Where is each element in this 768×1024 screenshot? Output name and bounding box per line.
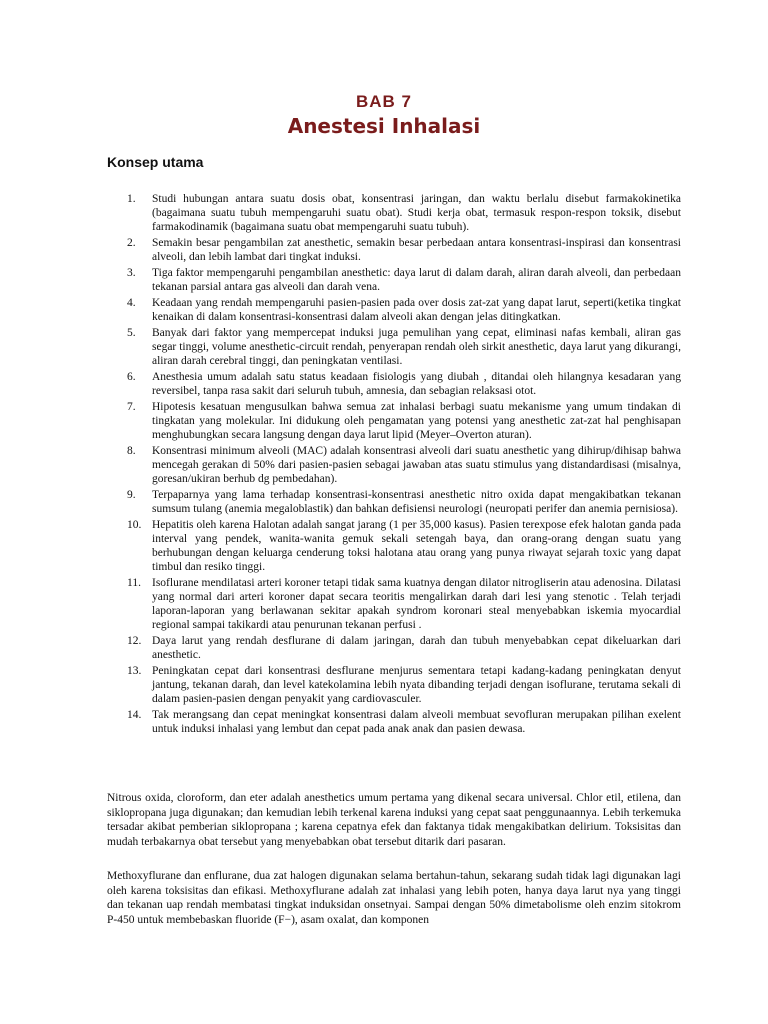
list-item-number: 14.: [127, 709, 142, 721]
list-item-text: Peningkatan cepat dari konsentrasi desflurane menjurus sementara tetapi kadang-kadang peningkatan denyut jantung, tekanan darah, dan level katekolamina lebih nyata dibanding terjadi dengan isoflurane, terutama sekali di dalam pasien-pasien dengan penyakit yang cardiovasculer.: [152, 665, 681, 705]
chapter-title: Anestesi Inhalasi: [287, 114, 481, 138]
list-item: [107, 444, 681, 486]
list-item-number: 7.: [127, 401, 136, 413]
list-item: [107, 236, 681, 264]
list-item-text: Daya larut yang rendah desflurane di dalam jaringan, darah dan tubuh menyebabkan cepat dikeluarkan dari anesthetic.: [152, 635, 681, 661]
list-item-text: Isoflurane mendilatasi arteri koroner tetapi tidak sama kuatnya dengan dilator nitrogliserin atau adenosina. Dilatasi yang normal dari arteri koroner dapat secara teoritis mengalirkan darah dari lesi yang stenotic . Telah terjadi laporan-laporan yang berlawanan sekitar apakah syndrom koronari steal menyebabkan iskemia myocardial regional sampai takikardi atau penurunan tekanan perfusi .: [152, 577, 681, 631]
list-item-number: 8.: [127, 445, 136, 457]
list-item: [107, 576, 681, 632]
section-heading: Konsep utama: [107, 154, 204, 170]
list-item: [107, 488, 681, 516]
list-item-number: 12.: [127, 635, 142, 647]
list-item: [107, 708, 681, 736]
body-paragraph: Nitrous oxida, cloroform, dan eter adalah anesthetics umum pertama yang dikenal secara universal. Chlor etil, etilena, dan siklopropana juga digunakan; dan kemudian lebih terkenal karena induksi yang cepat saat penggunaannya. Lebih terkemuka tersadar akibat pemberian siklopropana ; karena cepatnya efek dan faktanya tidak mengakibatkan delirium. Toksisitas dan mudah terbakarnya obat tersebut yang menyebabkan obat tersebut ditarik dari pasaran.: [107, 792, 681, 848]
list-item: [107, 664, 681, 706]
list-item: [107, 266, 681, 294]
list-item: [107, 296, 681, 324]
list-item: [107, 518, 681, 574]
list-item-number: 13.: [127, 665, 142, 677]
list-item: [107, 634, 681, 662]
chapter-label: BAB 7: [355, 92, 412, 111]
list-item-text: Keadaan yang rendah mempengaruhi pasien-pasien pada over dosis zat-zat yang dapat larut, seperti(ketika tingkat kenaikan di dalam konsentrasi-konsentrasi dalam alveoli akan dengan jelas ditingkatkan.: [152, 297, 681, 323]
list-item: [107, 192, 681, 234]
list-item-number: 2.: [127, 237, 136, 249]
list-item-text: Studi hubungan antara suatu dosis obat, konsentrasi jaringan, dan waktu berlalu disebut farmakokinetika (bagaimana suatu tubuh mempengaruhi suatu obat). Studi kerja obat, termasuk respon-respon toksik, disebut farmakodinamik (bagaimana suatu obat mempengaruhi suatu tubuh).: [152, 193, 681, 233]
list-item-text: Banyak dari faktor yang mempercepat induksi juga pemulihan yang cepat, eliminasi nafas kembali, aliran gas segar tinggi, volume anesthetic-circuit rendah, penyerapan rendah oleh sirkit anesthetic, daya larut yang dikurangi, aliran darah cerebral tinggi, dan peningkatan ventilasi.: [152, 327, 681, 367]
key-concepts-list: [107, 192, 681, 738]
list-item-text: Konsentrasi minimum alveoli (MAC) adalah konsentrasi alveoli dari suatu anesthetic yang dihirup/dihisap bahwa mencegah gerakan di 50% dari pasien-pasien sebagai jawaban atas suatu stimulus yang distandardisasi (misalnya, goresan/ukiran berhub dg pembedahan).: [152, 445, 681, 485]
list-item-number: 10.: [127, 519, 142, 531]
list-item: [107, 370, 681, 398]
list-item-number: 3.: [127, 267, 136, 279]
list-item-number: 5.: [127, 327, 136, 339]
list-item-text: Hepatitis oleh karena Halotan adalah sangat jarang (1 per 35,000 kasus). Pasien terexpose efek halotan ganda pada interval yang pendek, wanita-wanita gemuk sekali setengah baya, dan orang-orang dengan suatu yang berhubungan dengan keluarga cenderung toksi halotana atau orang yang punya riwayat sejarah toxic yang dapat timbul dan resiko tinggi.: [152, 519, 681, 573]
list-item-number: 1.: [127, 193, 136, 205]
body-paragraph: Methoxyflurane dan enflurane, dua zat halogen digunakan selama bertahun-tahun, sekarang sudah tidak lagi digunakan lagi oleh karena toksisitas dan efikasi. Methoxyflurane adalah zat inhalasi yang lebih poten, hanya daya larut nya yang tinggi dan tekanan uap rendah membatasi tingkat induksidan onsetnyai. Sampai dengan 50% dimetabolisme oleh enzim sitokrom P-450 untuk membebaskan fluoride (F−), asam oxalat, dan komponen: [107, 870, 681, 926]
list-item: [107, 326, 681, 368]
list-item-number: 4.: [127, 297, 136, 309]
list-item-text: Anesthesia umum adalah satu status keadaan fisiologis yang diubah , ditandai oleh hilangnya kesadaran yang reversibel, tanpa rasa sakit dari seluruh tubuh, amnesia, dan sebagian relaksasi otot.: [152, 371, 681, 397]
list-item-text: Tak merangsang dan cepat meningkat konsentrasi dalam alveoli membuat sevofluran merupakan pilihan exelent untuk induksi inhalasi yang lembut dan cepat pada anak anak dan pasien dewasa.: [152, 709, 681, 735]
list-item-text: Tiga faktor mempengaruhi pengambilan anesthetic: daya larut di dalam darah, aliran darah alveoli, dan perbedaan tekanan parsial antara gas alveoli dan darah vena.: [152, 267, 681, 293]
list-item-number: 6.: [127, 371, 136, 383]
list-item-text: Terpaparnya yang lama terhadap konsentrasi-konsentrasi anesthetic nitro oxida dapat mengakibatkan tekanan sumsum tulang (anemia megaloblastik) dan bahkan defisiensi neurologi (neuropati perifer dan anemia pernisiosa).: [152, 489, 681, 515]
list-item-number: 11.: [127, 577, 141, 589]
list-item-text: Semakin besar pengambilan zat anesthetic, semakin besar perbedaan antara konsentrasi-inspirasi dan konsentrasi alveoli, dan lebih lambat dari tingkat induksi.: [152, 237, 681, 263]
list-item-number: 9.: [127, 489, 136, 501]
list-item: [107, 400, 681, 442]
list-item-text: Hipotesis kesatuan mengusulkan bahwa semua zat inhalasi berbagi suatu mekanisme yang umum tindakan di tingkatan yang molekular. Ini didukung oleh pengamatan yang potensi yang anesthetic zat-zat hal penghisapan menghubungkan secara langsung dengan daya larut lipid (Meyer–Overton aturan).: [152, 401, 681, 441]
